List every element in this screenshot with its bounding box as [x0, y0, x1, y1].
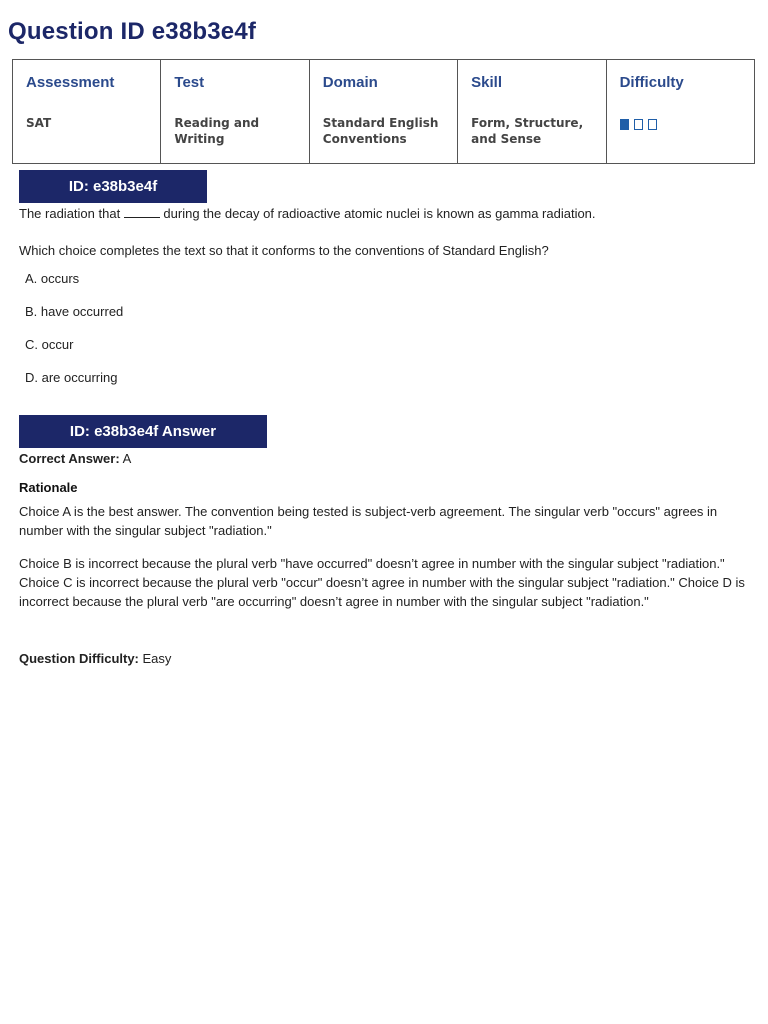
- meta-value-test: Reading and Writing: [174, 116, 260, 146]
- answer-blank: [124, 207, 160, 218]
- correct-answer-label: Correct Answer:: [19, 451, 120, 466]
- meta-cell-test: [161, 60, 309, 164]
- meta-cell-domain: [309, 60, 457, 164]
- question-difficulty-value: Easy: [142, 651, 172, 666]
- difficulty-box-1: [620, 119, 629, 130]
- rationale-heading: Rationale: [19, 480, 78, 495]
- meta-value-assessment: SAT: [26, 116, 52, 130]
- page-title: Question ID e38b3e4f: [8, 18, 257, 45]
- choice-c[interactable]: C. occur: [25, 337, 74, 352]
- meta-header-test: Test: [174, 74, 205, 91]
- meta-header-domain: Domain: [322, 74, 378, 91]
- meta-header-skill: Skill: [471, 74, 503, 91]
- meta-cell-skill: [458, 60, 606, 164]
- stem-after: during the decay of radioactive atomic nuclei is known as gamma radiation.: [159, 206, 596, 221]
- meta-header-difficulty: Difficulty: [619, 74, 684, 91]
- question-stem: [19, 204, 596, 223]
- choice-d[interactable]: D. are occurring: [25, 370, 118, 385]
- rationale-paragraph-2: Choice B is incorrect because the plural verb "have occurred" doesn’t agree in number with the singular subject "radiation." Choice C is incorrect because the plural verb "occur" doesn’t agree in number with the singular subject "radiation." Choice D is incorrect because the plural verb "are occurring" doesn’t agree in number with the singular subject "radiation.": [19, 556, 745, 609]
- meta-value-domain: Standard English Conventions: [322, 116, 439, 146]
- question-difficulty: [19, 649, 171, 668]
- meta-cell-difficulty: [606, 60, 754, 164]
- meta-value-skill: Form, Structure, and Sense: [471, 116, 584, 146]
- correct-answer-value: A: [122, 451, 132, 466]
- meta-header-assessment: Assessment: [26, 74, 115, 91]
- difficulty-box-2: [634, 119, 643, 130]
- correct-answer: [19, 449, 131, 468]
- choice-b[interactable]: B. have occurred: [25, 304, 124, 319]
- difficulty-indicator: [620, 119, 741, 130]
- meta-cell-assessment: [13, 60, 161, 164]
- question-meta-table: [12, 59, 755, 164]
- rationale-paragraph-1: Choice A is the best answer. The convention being tested is subject-verb agreement. The singular verb "occurs" agrees in number with the singular subject "radiation.": [19, 504, 718, 538]
- question-prompt: Which choice completes the text so that it conforms to the conventions of Standard English?: [19, 243, 549, 258]
- question-difficulty-label: Question Difficulty:: [19, 651, 139, 666]
- answer-id-banner: ID: e38b3e4f Answer: [19, 415, 267, 448]
- choice-a[interactable]: A. occurs: [25, 271, 80, 286]
- difficulty-box-3: [648, 119, 657, 130]
- stem-before: The radiation that: [19, 206, 124, 221]
- question-id-banner: ID: e38b3e4f: [19, 170, 207, 203]
